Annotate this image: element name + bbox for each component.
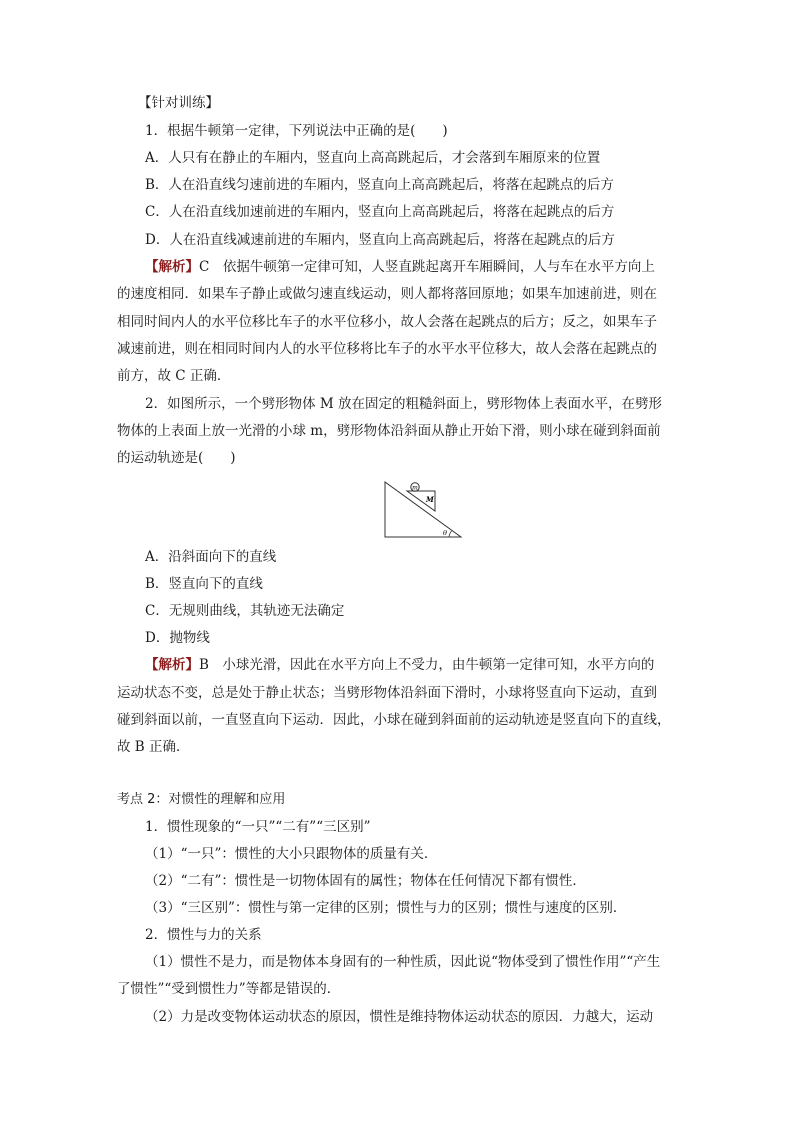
q2-option-d: D．抛物线 xyxy=(145,630,210,646)
q2-analysis-line: 运动状态不变，总是处于静止状态；当劈形物体沿斜面下滑时，小球将竖直向下运动，直到 xyxy=(117,685,657,701)
q1-stem: 1．根据牛顿第一定律，下列说法中正确的是( ) xyxy=(145,123,448,139)
angle-arc xyxy=(449,531,452,537)
q2-analysis-line: B 小球光滑，因此在水平方向上不受力，由牛顿第一定律可知，水平方向的 xyxy=(199,657,655,673)
kp2-point2-line: 了惯性”“受到惯性力”等都是错误的． xyxy=(117,981,341,997)
q1-option-a: A．人只有在静止的车厢内，竖直向上高高跳起后，才会落到车厢原来的位置 xyxy=(145,150,601,166)
kp2-point2-line: （1）惯性不是力，而是物体本身固有的一种性质，因此说“物体受到了惯性作用”“产生 xyxy=(145,954,661,970)
kp2-point1-item: （1）“一只”：惯性的大小只跟物体的质量有关． xyxy=(145,846,438,862)
q2-analysis-label: 【解析】 xyxy=(145,657,199,673)
q2-stem-line: 2．如图所示，一个劈形物体 M 放在固定的粗糙斜面上，劈形物体上表面水平，在劈形 xyxy=(145,396,662,412)
q1-analysis-line: 的速度相同．如果车子静止或做匀速直线运动，则人都将落回原地；如果车加速前进，则在 xyxy=(117,286,657,302)
kp2-point1-item: （2）“二有”：惯性是一切物体固有的属性；物体在任何情况下都有惯性． xyxy=(145,873,586,889)
q1-option-b: B．人在沿直线匀速前进的车厢内，竖直向上高高跳起后，将落在起跳点的后方 xyxy=(145,177,614,193)
q2-stem-line: 的运动轨迹是( ) xyxy=(117,450,236,466)
q2-option-b: B．竖直向下的直线 xyxy=(145,576,263,592)
q2-stem-line: 物体的上表面上放一光滑的小球 m，劈形物体沿斜面从静止开始下滑，则小球在碰到斜面前 xyxy=(117,423,661,439)
q1-analysis-line: 前方，故 C 正确． xyxy=(117,368,231,384)
q1-analysis-line: 相同时间内人的水平位移比车子的水平位移小，故人会落在起跳点的后方；反之，如果车子 xyxy=(117,314,657,330)
kp2-point2-title: 2．惯性与力的关系 xyxy=(145,927,262,943)
q1-analysis-line: C 依据牛顿第一定律可知，人竖直跳起离开车厢瞬间，人与车在水平方向上 xyxy=(199,259,655,275)
q2-analysis xyxy=(145,656,654,674)
kp2-point1-item: （3）“三区别”：惯性与第一定律的区别；惯性与力的区别；惯性与速度的区别． xyxy=(145,900,627,916)
q2-analysis-line: 故 B 正确． xyxy=(117,739,190,755)
q1-analysis-line: 减速前进，则在相同时间内人的水平位移将比车子的水平水平位移大，故人会落在起跳点的 xyxy=(117,341,657,357)
kp2-point1-title: 1．惯性现象的“一只”“二有”“三区别” xyxy=(145,819,371,835)
section-heading: 考点 2：对惯性的理解和应用 xyxy=(117,792,286,807)
incline-triangle xyxy=(385,482,461,537)
q1-analysis xyxy=(145,258,655,276)
q1-option-c: C．人在沿直线加速前进的车厢内，竖直向上高高跳起后，将落在起跳点的后方 xyxy=(145,204,615,220)
training-heading: 【针对训练】 xyxy=(138,95,219,111)
wedge-label: M xyxy=(426,495,434,504)
q1-option-d: D．人在沿直线减速前进的车厢内，竖直向上高高跳起后，将落在起跳点的后方 xyxy=(145,232,615,248)
q2-analysis-line: 碰到斜面以前，一直竖直向下运动．因此，小球在碰到斜面前的运动轨迹是竖直向下的直线， xyxy=(117,712,671,728)
incline-wedge-figure xyxy=(383,480,465,540)
kp2-point2-line: （2）力是改变物体运动状态的原因，惯性是维持物体运动状态的原因．力越大，运动 xyxy=(145,1009,654,1025)
q1-analysis-label: 【解析】 xyxy=(145,259,199,275)
q2-option-a: A．沿斜面向下的直线 xyxy=(145,549,277,565)
q2-option-c: C．无规则曲线，其轨迹无法确定 xyxy=(145,603,345,619)
ball-label: m xyxy=(412,484,418,492)
angle-label: θ xyxy=(443,529,447,537)
